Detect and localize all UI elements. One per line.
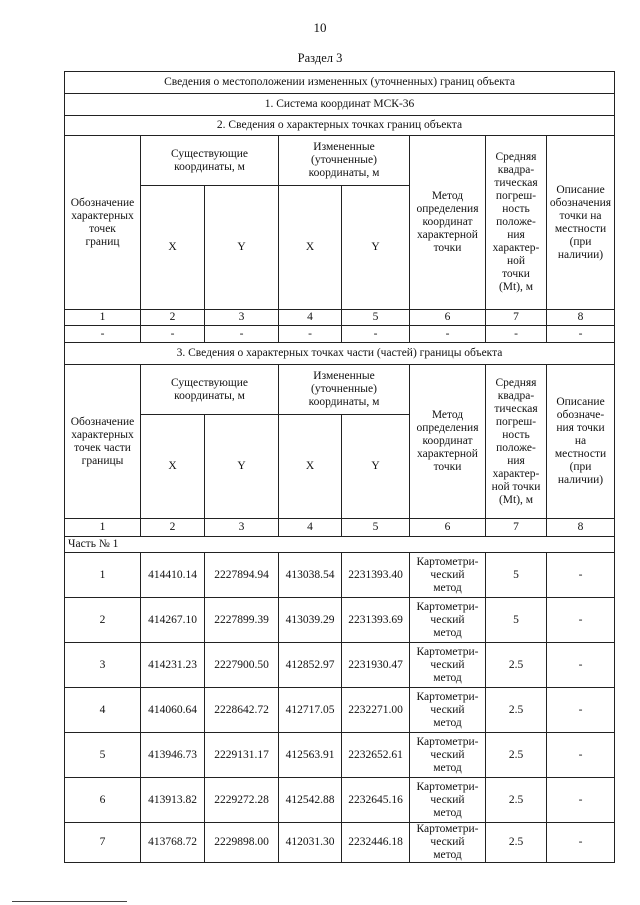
column-number: 6 (410, 519, 486, 537)
y-header: Y (205, 186, 279, 310)
changed-y: 2232652.61 (342, 733, 410, 778)
mt-value: 5 (486, 553, 547, 598)
changed-y: 2231393.40 (342, 553, 410, 598)
mt-value: 2.5 (486, 688, 547, 733)
mt-value: 2.5 (486, 643, 547, 688)
description: - (547, 733, 615, 778)
table-row (65, 823, 615, 863)
x-header: X (279, 186, 342, 310)
method: Картометри- ческий метод (410, 823, 486, 863)
mt-value: 2.5 (486, 778, 547, 823)
empty-cell: - (410, 326, 486, 343)
changed-y: 2232645.16 (342, 778, 410, 823)
existing-y: 2229272.28 (205, 778, 279, 823)
column-number: 3 (205, 310, 279, 326)
mt-value: 2.5 (486, 733, 547, 778)
mt-value: 5 (486, 598, 547, 643)
y-header: Y (342, 415, 410, 519)
column-number: 1 (65, 519, 141, 537)
method: Картометри- ческий метод (410, 598, 486, 643)
changed-x: 412563.91 (279, 733, 342, 778)
error-header: Средняя квадра- тическая погреш- ность положе- ния характер- ной точки (Mt), м (486, 136, 547, 310)
designation-header: Обозначение характерных точек границ (65, 136, 141, 310)
existing-y: 2227894.94 (205, 553, 279, 598)
description-header: Описание обозначения точки на местности (при наличии) (547, 136, 615, 310)
existing-coords-header: Существующие координаты, м (141, 365, 279, 415)
description: - (547, 823, 615, 863)
existing-y: 2229898.00 (205, 823, 279, 863)
description: - (547, 688, 615, 733)
changed-coords-header: Измененные (уточненные) координаты, м (279, 136, 410, 186)
existing-x: 414060.64 (141, 688, 205, 733)
method-header: Метод определения координат характерной точки (410, 365, 486, 519)
boundary-table (64, 71, 615, 863)
point-number: 3 (65, 643, 141, 688)
empty-cell: - (547, 326, 615, 343)
x-header: X (141, 186, 205, 310)
description: - (547, 598, 615, 643)
column-number: 7 (486, 310, 547, 326)
method: Картометри- ческий метод (410, 778, 486, 823)
changed-y: 2231393.69 (342, 598, 410, 643)
description: - (547, 553, 615, 598)
designation-header: Обозначение характерных точек части границы (65, 365, 141, 519)
y-header: Y (342, 186, 410, 310)
changed-x: 413039.29 (279, 598, 342, 643)
changed-x: 413038.54 (279, 553, 342, 598)
column-number: 5 (342, 519, 410, 537)
changed-x: 412031.30 (279, 823, 342, 863)
changed-x: 412542.88 (279, 778, 342, 823)
existing-x: 414231.23 (141, 643, 205, 688)
changed-y: 2232446.18 (342, 823, 410, 863)
description: - (547, 643, 615, 688)
column-number: 7 (486, 519, 547, 537)
column-number: 4 (279, 310, 342, 326)
column-number: 6 (410, 310, 486, 326)
point-number: 2 (65, 598, 141, 643)
column-number: 8 (547, 519, 615, 537)
coord-system-title: 1. Система координат МСК-36 (65, 94, 615, 116)
point-number: 4 (65, 688, 141, 733)
changed-y: 2232271.00 (342, 688, 410, 733)
boundary-points-title: 2. Сведения о характерных точках границ объекта (65, 116, 615, 136)
column-number: 5 (342, 310, 410, 326)
empty-cell: - (279, 326, 342, 343)
point-number: 5 (65, 733, 141, 778)
existing-y: 2229131.17 (205, 733, 279, 778)
description: - (547, 778, 615, 823)
table-row (65, 688, 615, 733)
method: Картометри- ческий метод (410, 553, 486, 598)
column-number: 3 (205, 519, 279, 537)
main-title: Сведения о местоположении измененных (уточненных) границ объекта (65, 72, 615, 94)
point-number: 7 (65, 823, 141, 863)
part-points-title: 3. Сведения о характерных точках части (частей) границы объекта (65, 343, 615, 365)
x-header: X (141, 415, 205, 519)
empty-cell: - (65, 326, 141, 343)
y-header: Y (205, 415, 279, 519)
column-number: 2 (141, 519, 205, 537)
table-row (65, 598, 615, 643)
table-row (65, 553, 615, 598)
existing-x: 413913.82 (141, 778, 205, 823)
description-header: Описание обозначе- ния точки на местности (при наличии) (547, 365, 615, 519)
empty-cell: - (205, 326, 279, 343)
existing-x: 414410.14 (141, 553, 205, 598)
existing-y: 2227900.50 (205, 643, 279, 688)
point-number: 1 (65, 553, 141, 598)
method: Картометри- ческий метод (410, 643, 486, 688)
existing-y: 2227899.39 (205, 598, 279, 643)
column-number: 4 (279, 519, 342, 537)
changed-coords-header: Измененные (уточненные) координаты, м (279, 365, 410, 415)
table-row (65, 643, 615, 688)
method: Картометри- ческий метод (410, 688, 486, 733)
column-number: 1 (65, 310, 141, 326)
table-row (65, 778, 615, 823)
existing-y: 2228642.72 (205, 688, 279, 733)
table-row (65, 733, 615, 778)
changed-x: 412717.05 (279, 688, 342, 733)
existing-x: 413768.72 (141, 823, 205, 863)
empty-cell: - (342, 326, 410, 343)
changed-x: 412852.97 (279, 643, 342, 688)
existing-x: 413946.73 (141, 733, 205, 778)
mt-value: 2.5 (486, 823, 547, 863)
method-header: Метод определения координат характерной точки (410, 136, 486, 310)
empty-cell: - (486, 326, 547, 343)
existing-x: 414267.10 (141, 598, 205, 643)
column-number: 8 (547, 310, 615, 326)
part-label: Часть № 1 (65, 537, 615, 553)
x-header: X (279, 415, 342, 519)
existing-coords-header: Существующие координаты, м (141, 136, 279, 186)
empty-cell: - (141, 326, 205, 343)
page-number: 10 (313, 20, 327, 35)
error-header: Средняя квадра- тическая погреш- ность положе- ния характер- ной точки (Mt), м (486, 365, 547, 519)
column-number: 2 (141, 310, 205, 326)
method: Картометри- ческий метод (410, 733, 486, 778)
footnote-divider (12, 901, 127, 902)
section-title: Раздел 3 (297, 51, 343, 65)
changed-y: 2231930.47 (342, 643, 410, 688)
point-number: 6 (65, 778, 141, 823)
